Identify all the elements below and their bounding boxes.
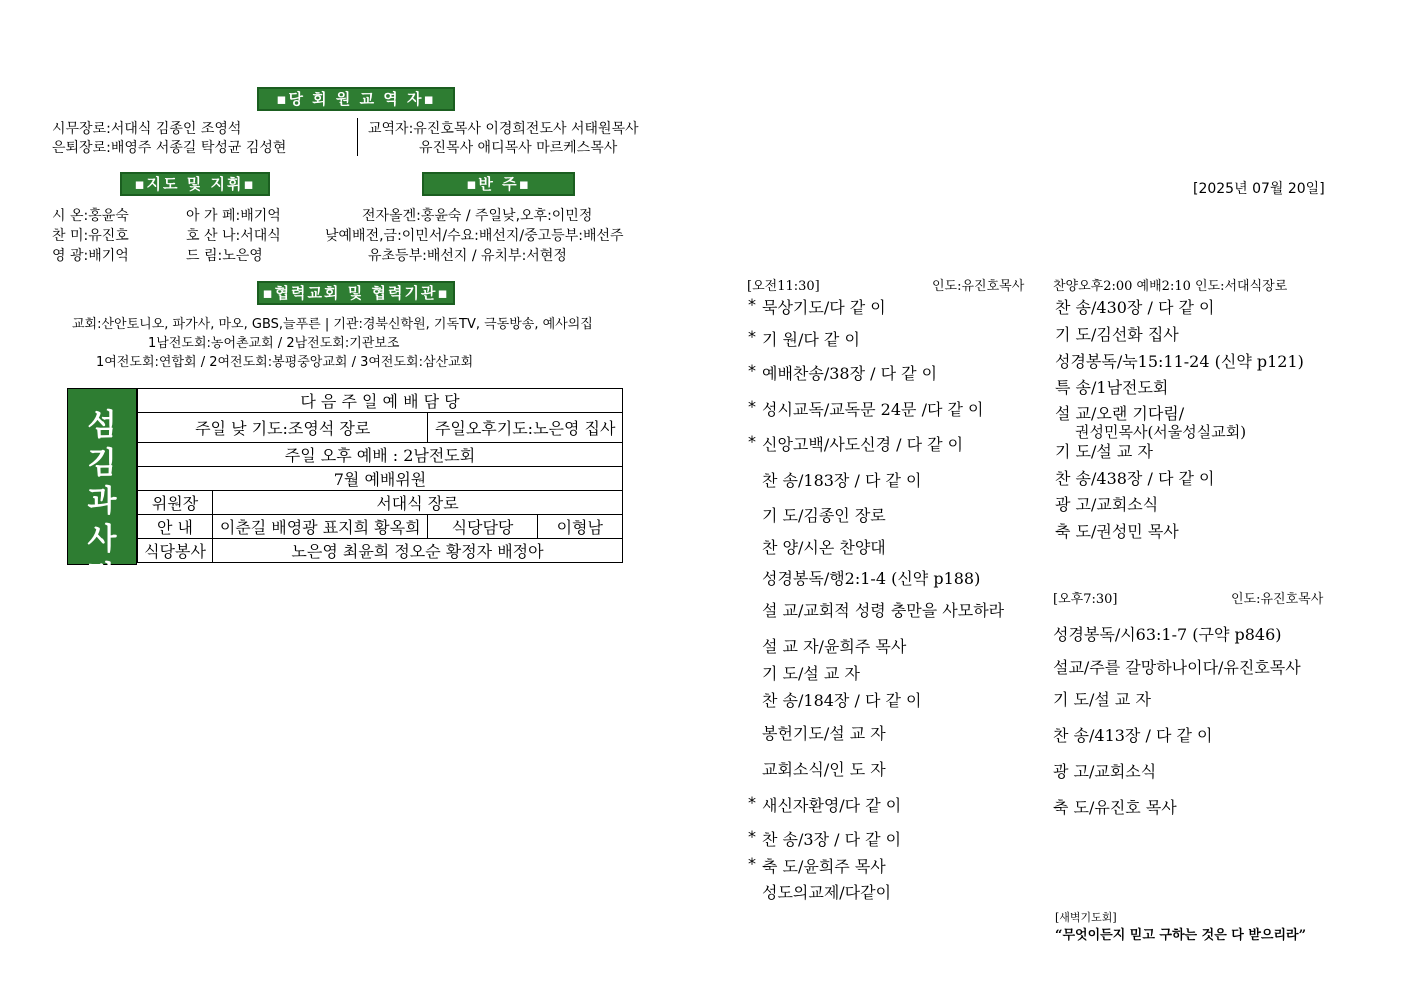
afternoon-item: 설 교/오랜 기다림/	[1055, 404, 1185, 423]
accompanist-line-3: 유초등부:배선지 / 유치부:서현정	[368, 248, 567, 264]
kitchen-label: 식당담당	[428, 515, 537, 539]
standing-mark-icon: *	[748, 295, 756, 314]
date-label: [2025년 07월 20일]	[1193, 181, 1325, 197]
evening-item: 찬 송/413장 / 다 같 이	[1053, 726, 1213, 745]
morning-item: 성시교독/교독문 24문 /다 같 이	[762, 400, 984, 419]
dawn-prayer-verse: “무엇이든지 믿고 구하는 것은 다 받으리라”	[1055, 928, 1307, 943]
kitchen-service-label: 식당봉사	[138, 539, 213, 563]
ministers-text-2: 유진목사 애디목사 마르케스목사	[419, 140, 618, 156]
morning-item: 기 원/다 같 이	[762, 330, 860, 349]
leader-line-6: 드 림:노은영	[186, 248, 263, 264]
afternoon-item: 특 송/1남전도회	[1055, 378, 1169, 397]
morning-header-time: [오전11:30]	[747, 279, 820, 294]
kitchen-service-names: 노은영 최윤희 정오순 황정자 배정아	[213, 539, 623, 563]
standing-mark-icon: *	[748, 854, 756, 873]
evening-header-time: [오후7:30]	[1053, 592, 1118, 607]
morning-item: 교회소식/인 도 자	[762, 760, 886, 779]
afternoon-item: 권성민목사(서울성실교회)	[1075, 423, 1247, 441]
leader-line-2: 찬 미:유진호	[52, 228, 129, 244]
prayer-afternoon: 주일오후기도:노은영 집사	[428, 413, 623, 443]
evening-header-leader: 인도:유진호목사	[1231, 592, 1324, 607]
evening-item: 축 도/유진호 목사	[1053, 798, 1177, 817]
evening-item: 성경봉독/시63:1-7 (구약 p846)	[1053, 625, 1282, 644]
table-title: 다 음 주 일 예 배 담 당	[138, 389, 623, 413]
leader-line-1: 시 온:홍윤숙	[52, 208, 129, 224]
retired-elders-text: 은퇴장로:배영주 서종길 탁성균 김성현	[52, 140, 287, 156]
section-header-accompanist: ▪반 주▪	[422, 172, 575, 196]
cooperation-line-1: 교회:산안토니오, 파가사, 마오, GBS,늘푸른 | 기관:경북신학원, 기독TV, 극동방송, 예사의집	[72, 317, 593, 332]
morning-item: 성경봉독/행2:1-4 (신약 p188)	[762, 569, 981, 588]
afternoon-item: 광 고/교회소식	[1055, 495, 1159, 514]
morning-item: 기 도/김종인 장로	[762, 506, 886, 525]
usher-names: 이춘길 배영광 표지희 황옥희	[213, 515, 428, 539]
afternoon-item: 축 도/권성민 목사	[1055, 522, 1179, 541]
standing-mark-icon: *	[748, 827, 756, 846]
leader-line-3: 영 광:배기억	[52, 248, 129, 264]
standing-mark-icon: *	[748, 432, 756, 451]
morning-item: 새신자환영/다 같 이	[762, 796, 902, 815]
section-header-cooperation: ▪협력교회 및 협력기관▪	[257, 281, 455, 305]
morning-item: 축 도/윤희주 목사	[762, 857, 886, 876]
standing-mark-icon: *	[748, 361, 756, 380]
prayer-day: 주일 낮 기도:조영석 장로	[138, 413, 428, 443]
section-header-leaders: ▪지도 및 지휘▪	[120, 172, 270, 196]
afternoon-service: 주일 오후 예배 : 2남전도회	[138, 443, 623, 467]
ministers-text-1: 교역자:유진호목사 이경희전도사 서태원목사	[368, 121, 639, 137]
divider	[357, 118, 358, 156]
motto-line-1: 섬	[87, 408, 117, 443]
morning-item: 찬 송/3장 / 다 같 이	[762, 830, 902, 849]
cooperation-line-2: 1남전도회:농어촌교회 / 2남전도회:기관보조	[148, 336, 400, 351]
morning-item: 찬 양/시온 찬양대	[762, 538, 886, 557]
evening-item: 기 도/설 교 자	[1053, 690, 1151, 709]
morning-item: 신앙고백/사도신경 / 다 같 이	[762, 435, 964, 454]
afternoon-item: 찬 송/430장 / 다 같 이	[1055, 298, 1215, 317]
afternoon-item: 기 도/김선화 집사	[1055, 325, 1179, 344]
dawn-prayer-label: [새벽기도회]	[1055, 911, 1117, 924]
morning-item: 성도의교제/다같이	[762, 883, 892, 902]
leader-line-4: 아 가 페:배기억	[186, 208, 281, 224]
accompanist-line-1: 전자올겐:홍윤숙 / 주일낮,오후:이민정	[362, 208, 593, 224]
kitchen-name: 이형남	[537, 515, 622, 539]
leader-line-5: 호 산 나:서대식	[186, 228, 281, 244]
worship-duty-table	[137, 388, 623, 563]
afternoon-item: 찬 송/438장 / 다 같 이	[1055, 469, 1215, 488]
evening-item: 광 고/교회소식	[1053, 762, 1157, 781]
morning-item: 기 도/설 교 자	[762, 664, 860, 683]
morning-header-leader: 인도:유진호목사	[932, 279, 1025, 294]
afternoon-header: 찬양오후2:00 예배2:10 인도:서대식장로	[1053, 279, 1288, 294]
morning-item: 예배찬송/38장 / 다 같 이	[762, 364, 938, 383]
morning-item: 설 교/교회적 성령 충만을 사모하라	[762, 601, 1005, 620]
elders-text: 시무장로:서대식 김종인 조영석	[52, 121, 242, 137]
motto-line-4: 랑	[87, 560, 117, 595]
morning-item: 찬 송/183장 / 다 같 이	[762, 471, 922, 490]
chair-name: 서대식 장로	[213, 491, 623, 515]
usher-label: 안 내	[138, 515, 213, 539]
morning-item: 찬 송/184장 / 다 같 이	[762, 691, 922, 710]
standing-mark-icon: *	[748, 327, 756, 346]
section-header-staff: ▪당 회 원 교 역 자▪	[257, 87, 455, 111]
motto-line-2: 김	[87, 446, 117, 481]
chair-label: 위원장	[138, 491, 213, 515]
accompanist-line-2: 낮예배전,금:이민서/수요:배선지/중고등부:배선주	[325, 228, 624, 244]
committee-title: 7월 예배위원	[138, 467, 623, 491]
morning-item: 묵상기도/다 같 이	[762, 298, 886, 317]
cooperation-line-3: 1여전도회:연합회 / 2여전도회:봉평중앙교회 / 3여전도회:삼산교회	[96, 355, 474, 370]
morning-item: 봉헌기도/설 교 자	[762, 724, 886, 743]
motto-line-3: 과 사	[87, 484, 117, 557]
afternoon-item: 성경봉독/눅15:11-24 (신약 p121)	[1055, 352, 1304, 371]
morning-item: 설 교 자/윤희주 목사	[762, 637, 907, 656]
afternoon-item: 기 도/설 교 자	[1055, 442, 1153, 461]
standing-mark-icon: *	[748, 397, 756, 416]
evening-item: 설교/주를 갈망하나이다/유진호목사	[1053, 658, 1301, 677]
sidebox-motto	[67, 388, 137, 595]
standing-mark-icon: *	[748, 793, 756, 812]
